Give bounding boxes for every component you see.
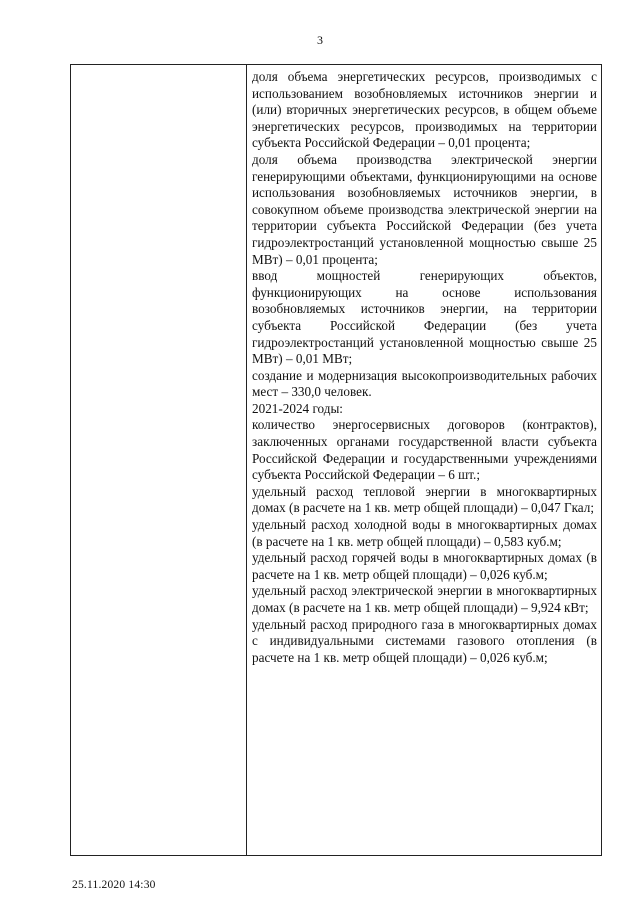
cell-paragraph: доля объема энергетических ресурсов, производимых с использованием возобновляемых источников энергии и (или) вторичных энергетических ресурсов, в общем объеме энергетических ресурсов, производимых на территории субъекта Российской Федерации – 0,01 процента;	[252, 69, 597, 151]
cell-paragraph: 2021-2024 годы:	[252, 400, 343, 416]
document-table	[70, 64, 602, 856]
table-column-divider	[246, 65, 247, 855]
cell-paragraph: удельный расход холодной воды в многоквартирных домах (в расчете на 1 кв. метр общей площади) – 0,583 куб.м;	[252, 517, 597, 549]
cell-paragraph: ввод мощностей генерирующих объектов, функционирующих на основе использования возобновляемых источников энергии, на территории субъекта Российской Федерации (без учета гидроэлектростанций установленной мощностью свыше 25 МВт) – 0,01 МВт;	[252, 268, 597, 367]
cell-paragraph: удельный расход горячей воды в многоквартирных домах (в расчете на 1 кв. метр общей площади) – 0,026 куб.м;	[252, 550, 597, 582]
table-cell-content	[252, 69, 597, 666]
cell-paragraph: создание и модернизация высокопроизводительных рабочих мест – 330,0 человек.	[252, 367, 597, 400]
cell-paragraph: удельный расход тепловой энергии в многоквартирных домах (в расчете на 1 кв. метр общей площади) – 0,047 Гкал;	[252, 483, 597, 516]
cell-paragraph: доля объема производства электрической энергии генерирующими объектами, функционирующими на основе использования возобновляемых источников энергии, в совокупном объеме производства электрической энергии на территории субъекта Российской Федерации (без учета гидроэлектростанций установленной мощностью свыше 25 МВт) – 0,01 процента;	[252, 151, 597, 267]
cell-paragraph: удельный расход электрической энергии в многоквартирных домах (в расчете на 1 кв. метр общей площади) – 9,924 кВт;	[252, 583, 597, 615]
page-number: 3	[317, 33, 323, 47]
footer-timestamp: 25.11.2020 14:30	[72, 879, 156, 891]
cell-paragraph: удельный расход природного газа в многоквартирных домах с индивидуальными системами газового отопления (в расчете на 1 кв. метр общей площади) – 0,026 куб.м;	[252, 616, 597, 665]
cell-paragraph: количество энергосервисных договоров (контрактов), заключенных органами государственной власти субъекта Российской Федерации и государственными учреждениями субъекта Российской Федерации – 6 шт.;	[252, 417, 597, 483]
